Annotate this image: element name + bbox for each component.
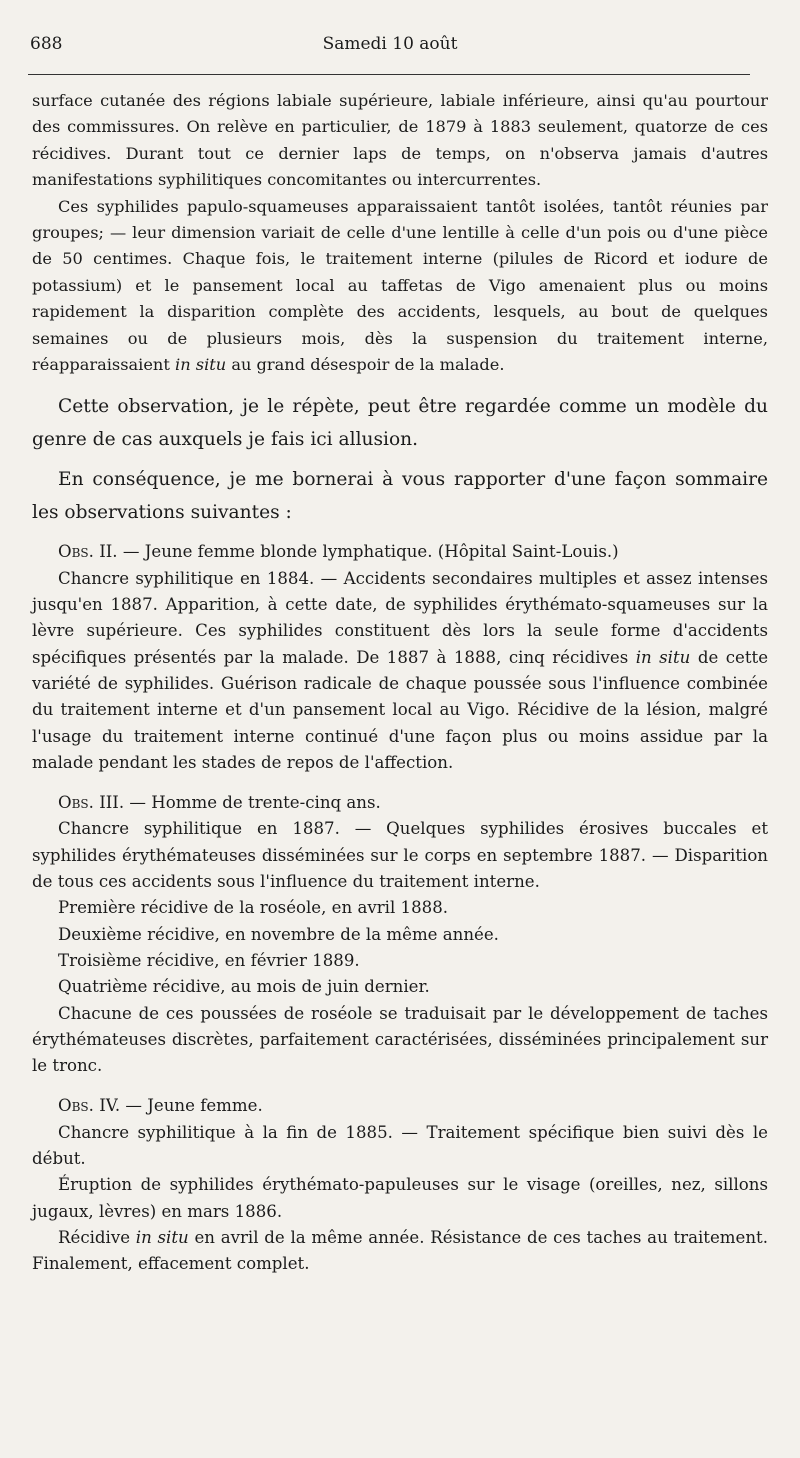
observation-continuation <box>32 88 768 378</box>
paragraph: surface cutanée des régions labiale supérieure, labiale inférieure, ainsi qu'au pourtour des commissures. On relève en particulier, de 1879 à 1883 seulement, quatorze de ces récidives. Durant tout ce dernier laps de temps, on n'observa jamais d'autres manifestations syphilitiques concomitantes ou intercurrentes. <box>32 91 768 190</box>
page-body <box>32 88 768 1291</box>
observation-label: Obs. IV. <box>58 1096 121 1116</box>
paragraph: Ces syphilides papulo-squameuses apparaissaient tantôt isolées, tantôt réunies par groupes; — leur dimension variait de celle d'une lentille à celle d'un pois ou d'une pièce de 50 centimes. Chaque fois, le traitement interne (pilules de Ricord et iodure de potassium) et le pansement local au taffetas de Vigo amenaient plus ou moins rapidement la disparition complète des accidents, lesquels, au bout de quelques semaines ou de plusieurs mois, dès la suspension du traitement interne, réapparaissaient in situ au grand désespoir de la malade. <box>32 196 768 375</box>
observation-heading: Obs. II. — Jeune femme blonde lymphatique. (Hôpital Saint-Louis.) <box>58 542 619 562</box>
observation-line: Troisième récidive, en février 1889. <box>58 950 360 970</box>
header-rule <box>28 74 750 75</box>
running-title: Samedi 10 août <box>322 34 458 54</box>
observation-3 <box>32 790 768 1079</box>
page-number: 688 <box>30 34 63 54</box>
observation-4 <box>32 1093 768 1277</box>
observation-line: Éruption de syphilides érythémato-papuleuses sur le visage (oreilles, nez, sillons jugaux, lèvres) en mars 1886. <box>32 1175 768 1221</box>
observation-line: Chancre syphilitique à la fin de 1885. — Traitement spécifique bien suivi dès le début. <box>32 1122 768 1168</box>
observation-line: Chancre syphilitique en 1887. — Quelques syphilides érosives buccales et syphilides érythémateuses disséminées sur le corps en septembre 1887. — Disparition de tous ces accidents sous l'influence du traitement interne. <box>32 819 768 892</box>
observation-line: Chacune de ces poussées de roséole se traduisait par le développement de taches érythémateuses discrètes, parfaitement caractérisées, disséminées principalement sur le tronc. <box>32 1003 768 1076</box>
observation-line: Quatrième récidive, au mois de juin dernier. <box>58 977 430 997</box>
paragraph: En conséquence, je me bornerai à vous rapporter d'une façon sommaire les observations suivantes : <box>32 469 768 524</box>
lecture-text <box>32 390 768 529</box>
observation-label: Obs. III. <box>58 793 125 813</box>
observation-heading: Obs. III. — Homme de trente-cinq ans. <box>58 793 381 813</box>
paragraph: Cette observation, je le répète, peut être regardée comme un modèle du genre de cas auxquels je fais ici allusion. <box>32 396 768 451</box>
observation-line: Récidive in situ en avril de la même année. Résistance de ces taches au traitement. Finalement, effacement complet. <box>32 1227 768 1274</box>
page-header <box>30 30 750 64</box>
observation-line: Deuxième récidive, en novembre de la même année. <box>58 924 499 944</box>
observations <box>32 539 768 1277</box>
observation-line: Première récidive de la roséole, en avril 1888. <box>58 898 449 918</box>
observation-heading: Obs. IV. — Jeune femme. <box>58 1096 263 1116</box>
observation-text: Chancre syphilitique en 1884. — Accidents secondaires multiples et assez intenses jusqu'en 1887. Apparition, à cette date, de syphilides érythémato-squameuses sur la lèvre supérieure. Ces syphilides constituent dès lors la seule forme d'accidents spécifiques présentés par la malade. De 1887 à 1888, cinq récidives in situ de cette variété de syphilides. Guérison radicale de chaque poussée sous l'influence combinée du traitement interne et d'un pansement local au Vigo. Récidive de la lésion, malgré l'usage du traitement interne continué d'une façon plus ou moins assidue par la malade pendant les stades de repos de l'affection. <box>32 568 769 772</box>
observation-label: Obs. II. <box>58 542 118 562</box>
observation-2 <box>32 539 768 776</box>
